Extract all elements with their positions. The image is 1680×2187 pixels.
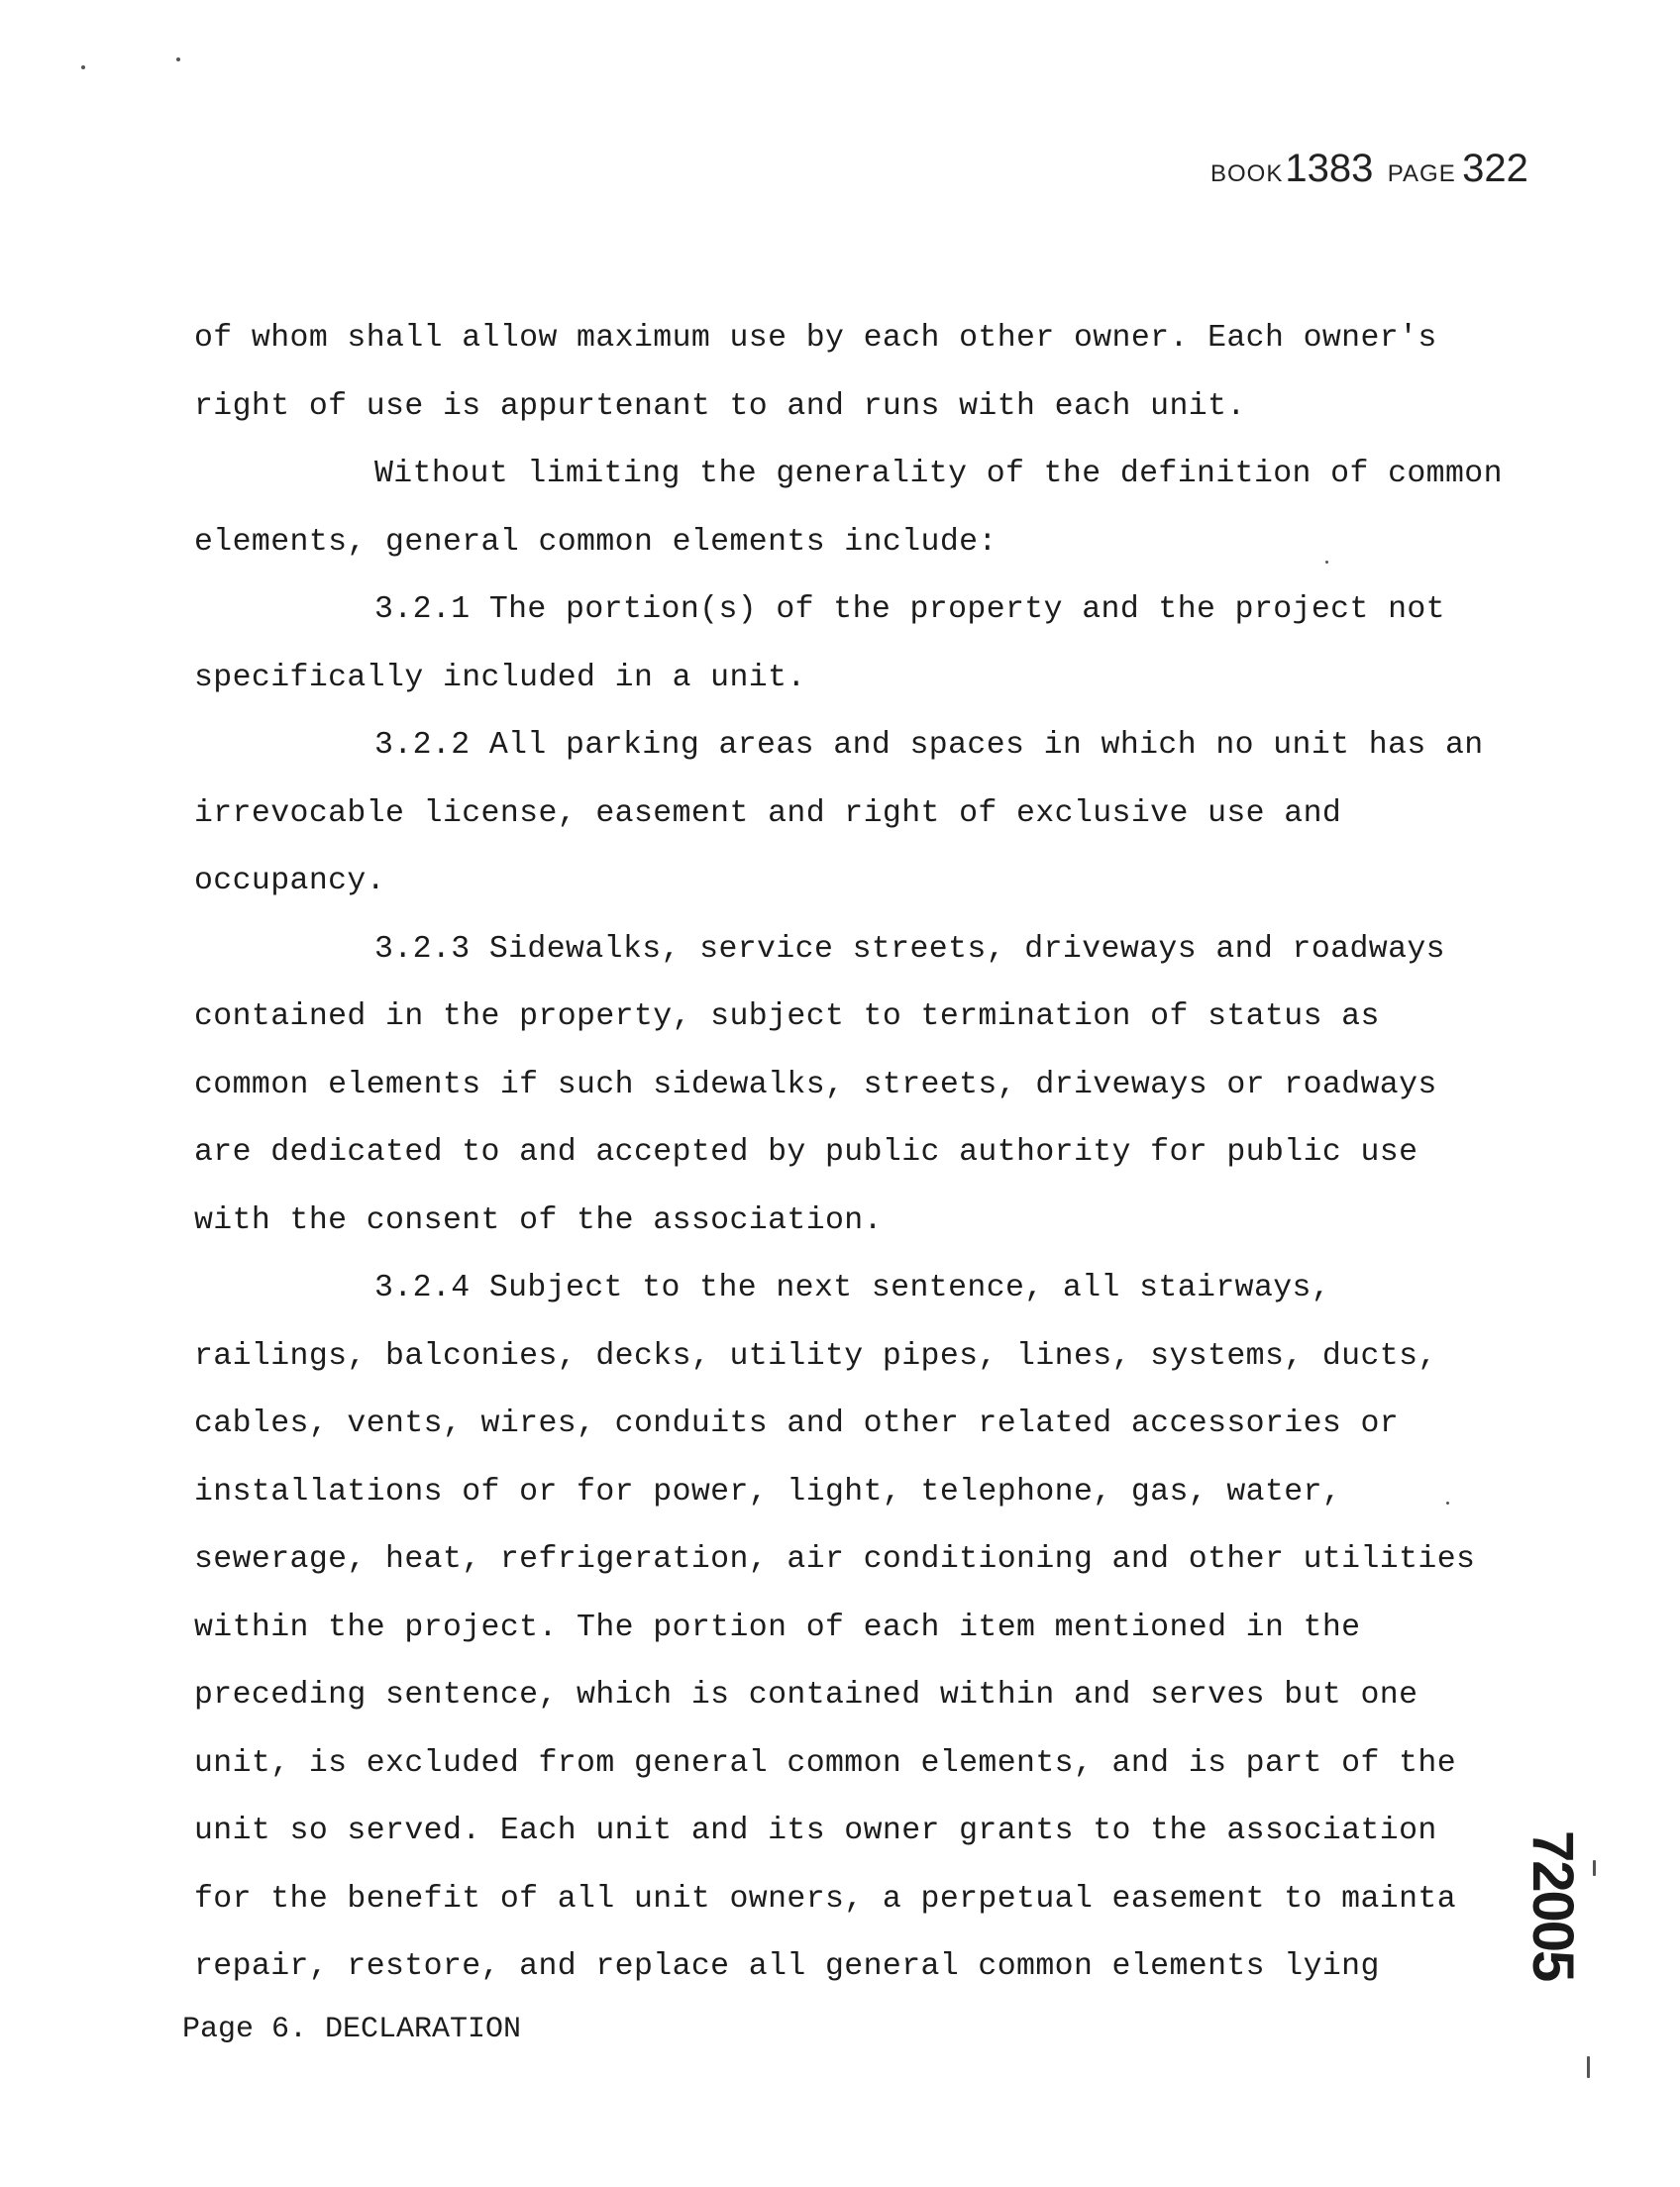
- document-body: [194, 305, 1601, 2002]
- book-number: 1383: [1285, 147, 1374, 190]
- scan-speck: [1587, 2056, 1590, 2078]
- text-line: cables, vents, wires, conduits and other related accessories or: [194, 1406, 1400, 1441]
- section-3-2-1: 3.2.1 The portion(s) of the property and the project not: [374, 592, 1445, 627]
- scan-speck: [1446, 1502, 1449, 1505]
- stamp-number: 72005: [1521, 1830, 1585, 1981]
- recording-reference: [1210, 147, 1538, 191]
- scan-speck: [176, 57, 180, 61]
- text-line: Without limiting the generality of the definition of common: [374, 457, 1503, 491]
- text-line: repair, restore, and replace all general common elements lying: [194, 1949, 1380, 1984]
- page-number: 322: [1462, 147, 1528, 190]
- page-label: PAGE: [1387, 160, 1456, 187]
- text-line: occupancy.: [194, 864, 386, 898]
- recording-stamp: [1514, 1830, 1589, 2068]
- page-footer: Page 6. DECLARATION: [182, 2013, 522, 2046]
- text-line: for the benefit of all unit owners, a perpetual easement to mainta: [194, 1881, 1457, 1917]
- text-line: right of use is appurtenant to and runs with each unit.: [194, 388, 1246, 424]
- text-line: unit so served. Each unit and its owner grants to the association: [194, 1814, 1437, 1848]
- text-line: specifically included in a unit.: [194, 660, 806, 695]
- text-line: with the consent of the association.: [194, 1202, 883, 1238]
- text-line: are dedicated to and accepted by public authority for public use: [194, 1135, 1418, 1170]
- text-line: sewerage, heat, refrigeration, air conditioning and other utilities: [194, 1542, 1476, 1577]
- scan-speck: [1593, 1860, 1596, 1876]
- text-line: railings, balconies, decks, utility pipes, lines, systems, ducts,: [194, 1338, 1437, 1374]
- text-line: preceding sentence, which is contained within and serves but one: [194, 1678, 1418, 1713]
- text-line: within the project. The portion of each item mentioned in the: [194, 1610, 1361, 1645]
- text-line: irrevocable license, easement and right of exclusive use and: [194, 795, 1342, 831]
- text-line: installations of or for power, light, telephone, gas, water,: [194, 1474, 1342, 1510]
- section-3-2-3: 3.2.3 Sidewalks, service streets, driveways and roadways: [374, 931, 1445, 967]
- text-line: common elements if such sidewalks, streets, driveways or roadways: [194, 1067, 1437, 1102]
- scan-speck: [1325, 561, 1328, 564]
- text-line: unit, is excluded from general common elements, and is part of the: [194, 1745, 1457, 1781]
- text-line: contained in the property, subject to termination of status as: [194, 999, 1380, 1034]
- text-line: of whom shall allow maximum use by each other owner. Each owner's: [194, 321, 1437, 356]
- scan-speck: [81, 65, 85, 69]
- text-line: elements, general common elements include:: [194, 524, 998, 560]
- book-label: BOOK: [1210, 160, 1284, 187]
- section-3-2-2: 3.2.2 All parking areas and spaces in which no unit has an: [374, 728, 1484, 763]
- section-3-2-4: 3.2.4 Subject to the next sentence, all stairways,: [374, 1271, 1331, 1305]
